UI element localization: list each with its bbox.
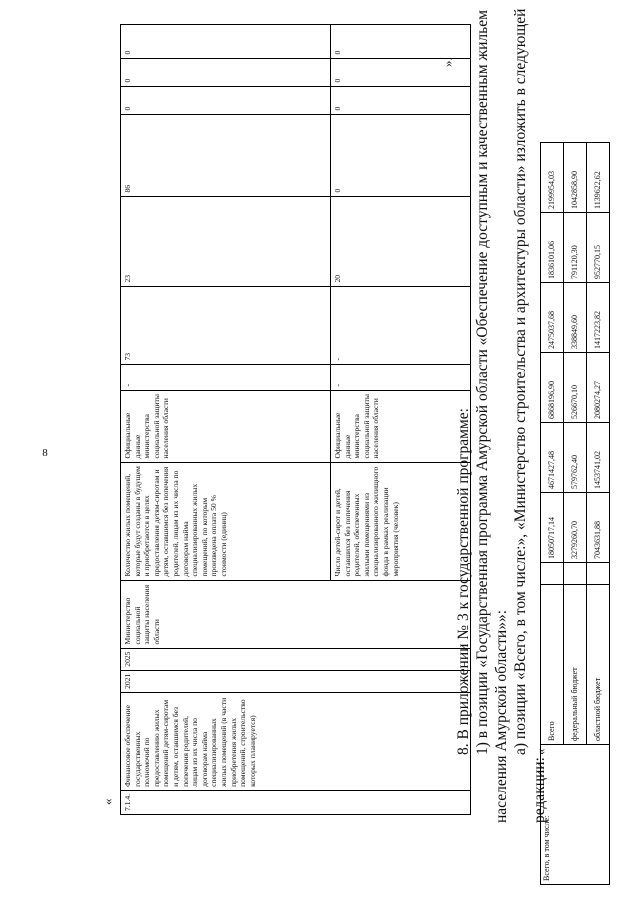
indicator-value: - xyxy=(331,364,471,390)
year-start: 2021 xyxy=(121,670,471,692)
measure-number: 7.1.4. xyxy=(121,790,471,814)
paragraph-line: населения Амурской области»»: xyxy=(493,610,510,823)
finance-cell: 2080274,27 xyxy=(587,353,610,423)
table-row xyxy=(121,24,331,814)
indicator-name: Количество жилых помещений, которые будут созданы в будущем и приобретаются в целях предоставления детям-сиротам и детям, оставшимся без попечения родителей, лицам из их числа по договорам найма специализированных жилых помещений, по которым произведена оплата 50 % стоимости (единиц) xyxy=(121,462,331,580)
table-row xyxy=(541,143,564,885)
indicator-value: 0 xyxy=(331,24,471,58)
paragraph-line: редакции: xyxy=(531,757,548,823)
measure-name: Финансовое обеспечение государственных полномочий по предоставлению жилых помещений детям-сиротам и детям, оставшимся без попечения родителей, лицам из их числа по договорам найма специализированных жилых помещений (в части приобретения жилых помещений, строительство которых планируется) xyxy=(121,692,471,790)
finance-cell: 952770,15 xyxy=(587,213,610,283)
finance-cell: 4671427,48 xyxy=(541,423,564,493)
indicator-source: Официальные данные министерства социальной защиты населения области xyxy=(331,390,471,462)
finance-cell: 2199954,03 xyxy=(541,143,564,213)
indicator-name: Число детей-сирот и детей, оставшихся без попечения родителей, обеспеченных жилыми помещениями из специализированного жилищного фонда в рамках реализации мероприятия (человек) xyxy=(331,462,471,580)
close-quote: ». xyxy=(440,57,455,67)
page-number: 8 xyxy=(42,447,48,459)
finance-cell: 579762,40 xyxy=(564,423,587,493)
finance-cell: 1453741,02 xyxy=(587,423,610,493)
finance-cell xyxy=(564,563,587,585)
section-heading: 8. В приложении № 3 к государственной программе: xyxy=(455,408,472,755)
indicator-value: 0 xyxy=(331,86,471,114)
indicator-value: 0 xyxy=(121,24,331,58)
finance-row-name: Всего xyxy=(541,585,564,745)
finance-cell: 1836101,06 xyxy=(541,213,564,283)
paragraph-line: 1) в позиции «Государственная программа Амурской области «Обеспечение доступным и качественным жильем xyxy=(474,10,491,755)
finance-cell: 1042858,90 xyxy=(564,143,587,213)
open-quote: « xyxy=(533,748,548,755)
indicator-value: 23 xyxy=(121,196,331,286)
finance-cell: 6868196,90 xyxy=(541,353,564,423)
indicator-value: 73 xyxy=(121,286,331,364)
finance-cell: 1417223,82 xyxy=(587,283,610,353)
indicator-value: 0 xyxy=(331,58,471,86)
program-measures-table xyxy=(120,24,471,815)
finance-table xyxy=(540,142,610,885)
indicator-value: - xyxy=(331,286,471,364)
indicator-value: 0 xyxy=(121,86,331,114)
indicator-value: - xyxy=(121,364,331,390)
paragraph-line: а) позиции «Всего, в том числе:», «Министерство строительства и архитектуры области» изложить в следующей xyxy=(512,8,529,755)
indicator-source: Официальные данные министерства социальной защиты населения области xyxy=(121,390,331,462)
indicator-value: 20 xyxy=(331,196,471,286)
open-quote: « xyxy=(100,798,115,805)
finance-row-name: областной бюджет xyxy=(587,585,610,745)
finance-cell: 2475037,68 xyxy=(541,283,564,353)
finance-cell xyxy=(541,563,564,585)
finance-cell xyxy=(587,563,610,585)
indicator-value: 86 xyxy=(121,114,331,196)
finance-row-name: федеральный бюджет xyxy=(564,585,587,745)
executor: Министерство социальной защиты населения области xyxy=(121,580,471,648)
finance-cell: 3279260,70 xyxy=(564,493,587,563)
finance-cell: 526670,10 xyxy=(564,353,587,423)
finance-cell: 7043631,88 xyxy=(587,493,610,563)
finance-cell: 791120,30 xyxy=(564,213,587,283)
indicator-value: 0 xyxy=(121,58,331,86)
finance-label: Всего, в том числе: xyxy=(541,745,610,885)
year-end: 2025 xyxy=(121,648,471,670)
finance-cell: 338849,60 xyxy=(564,283,587,353)
indicator-value: 0 xyxy=(331,114,471,196)
finance-cell: 1139622,62 xyxy=(587,143,610,213)
finance-cell: 18050717,14 xyxy=(541,493,564,563)
